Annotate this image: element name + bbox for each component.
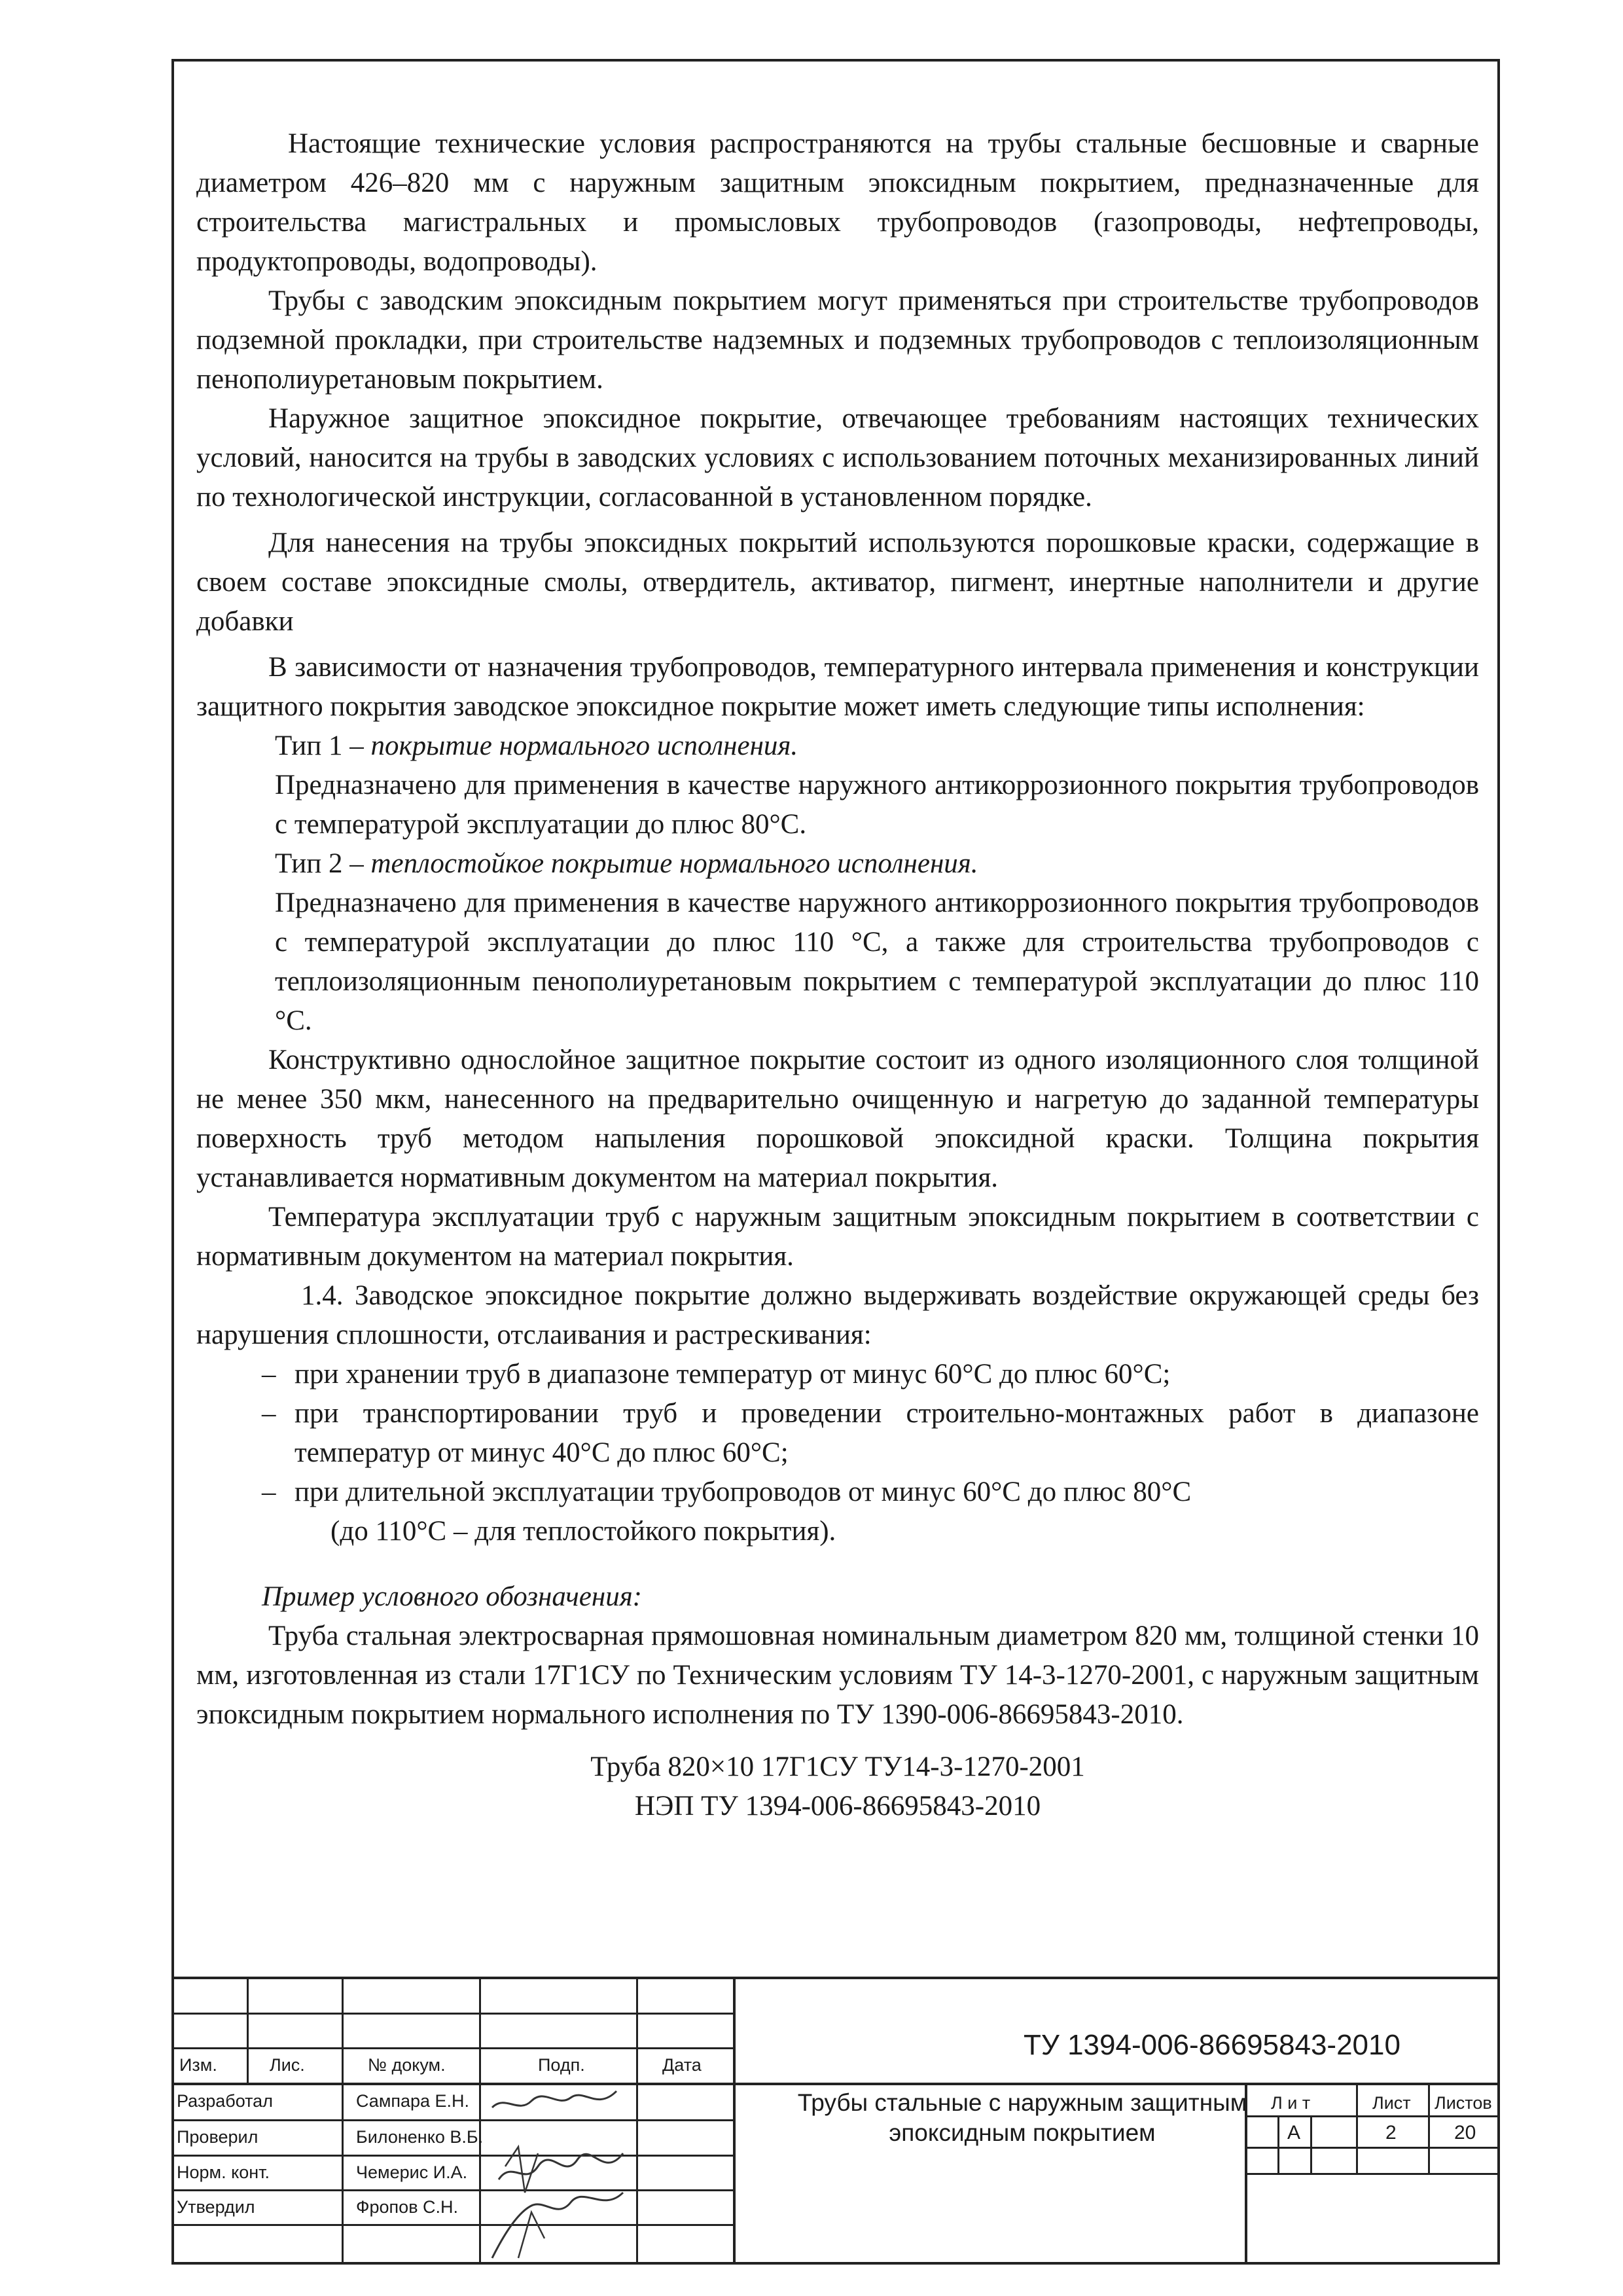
paragraph-1-4: 1.4. Заводское эпоксидное покрытие должно выдерживать воздействие окружающей среды без нарушения сплошности, отслаивания и растрескивания: [196, 1280, 1479, 1350]
document-code: ТУ 1394-006-86695843-2010 [1024, 2029, 1400, 2061]
list-item [196, 1394, 1479, 1473]
lit-label: Л и т [1271, 2093, 1311, 2113]
role-name: Билоненко В.Б. [356, 2127, 484, 2147]
lit-value: А [1287, 2122, 1301, 2144]
type-2-name: теплостойкое покрытие нормального исполнения. [370, 848, 978, 879]
list-item-continuation: (до 110°С – для теплостойкого покрытия). [330, 1516, 836, 1547]
type-1-description: Предназначено для применения в качестве наружного антикоррозионного покрытия трубопроводов с температурой эксплуатации до плюс 80°С. [275, 770, 1479, 840]
role-name: Фропов С.Н. [356, 2197, 459, 2217]
header-lis: Лис. [270, 2055, 305, 2075]
designation-line-2: НЭП ТУ 1394-006-86695843-2010 [634, 1791, 1041, 1821]
role-label: Разработал [177, 2091, 273, 2111]
type-2-description: Предназначено для применения в качестве наружного антикоррозионного покрытия трубопроводов с температурой эксплуатации до плюс 110 °С, а также для строительства трубопроводов с теплоизоляционным пенополиуретановым покрытием с температурой эксплуатации до плюс 110 °С. [275, 888, 1479, 1036]
paragraph-coating-method: Наружное защитное эпоксидное покрытие, отвечающее требованиям настоящих технических условий, наносится на трубы в заводских условиях с использованием поточных механизированных линий по технологической инструкции, согласованной в установленном порядке. [196, 403, 1479, 512]
type-2-label: Тип 2 – [275, 848, 371, 879]
document-title: Трубы стальные с наружным защитным эпоксидным покрытием [797, 2089, 1247, 2146]
designation-line-1: Труба 820×10 17Г1СУ ТУ14-3-1270-2001 [590, 1751, 1085, 1782]
example-heading: Пример условного обозначения: [262, 1581, 643, 1612]
list-item [196, 1355, 1479, 1394]
dash-marker: – [262, 1398, 276, 1429]
role-label: Норм. конт. [177, 2162, 270, 2182]
header-doc-no: № докум. [368, 2055, 446, 2075]
document-body [196, 124, 1479, 1826]
header-izm: Изм. [179, 2055, 217, 2075]
list-item-text: при хранении труб в диапазоне температур от минус 60°С до плюс 60°С; [294, 1359, 1171, 1390]
role-name: Сампара Е.Н. [356, 2091, 470, 2111]
list-item-text: при длительной эксплуатации трубопроводов от минус 60°С до плюс 80°С [294, 1477, 1192, 1507]
list-item [196, 1473, 1479, 1512]
sheet-value: 2 [1385, 2122, 1397, 2144]
example-text: Труба стальная электросварная прямошовная номинальным диаметром 820 мм, толщиной стенки 10 мм, изготовленная из стали 17Г1СУ по Техническим условиям ТУ 14-3-1270-2001, с наружным защитным эпоксидным покрытием нормального исполнения по ТУ 1390-006-86695843-2010. [196, 1621, 1479, 1730]
header-data: Дата [662, 2055, 702, 2075]
role-label: Проверил [177, 2127, 259, 2147]
role-label: Утвердил [177, 2197, 255, 2217]
paragraph-application: Трубы с заводским эпоксидным покрытием могут применяться при строительстве трубопроводов подземной прокладки, при строительстве надземных и подземных трубопроводов с теплоизоляционным пенополиуретановым покрытием. [196, 285, 1479, 395]
sheets-value: 20 [1454, 2122, 1476, 2144]
list-item-text: при транспортировании труб и проведении строительно-монтажных работ в диапазоне температур от минус 40°С до плюс 60°С; [294, 1398, 1479, 1468]
handwritten-signatures [479, 2081, 636, 2265]
dash-marker: – [262, 1477, 276, 1507]
paragraph-types-intro: В зависимости от назначения трубопроводов, температурного интервала применения и конструкции защитного покрытия заводское эпоксидное покрытие может иметь следующие типы исполнения: [196, 652, 1479, 722]
header-podp: Подп. [538, 2055, 585, 2075]
type-2-heading [196, 844, 1479, 884]
sheets-label: Листов [1435, 2093, 1492, 2113]
paragraph-structure: Конструктивно однослойное защитное покрытие состоит из одного изоляционного слоя толщиной не менее 350 мкм, нанесенного на предварительно очищенную и нагретую до заданной температуры поверхность труб методом напыления порошковой эпоксидной краски. Толщина покрытия устанавливается нормативным документом на материал покрытия. [196, 1045, 1479, 1193]
title-block [171, 1977, 1500, 2265]
paragraph-powder-paints: Для нанесения на трубы эпоксидных покрытий используются порошковые краски, содержащие в своем составе эпоксидные смолы, отвердитель, активатор, пигмент, инертные наполнители и другие добавки [196, 528, 1479, 637]
paragraph-temperature: Температура эксплуатации труб с наружным защитным эпоксидным покрытием в соответствии с нормативным документом на материал покрытия. [196, 1202, 1479, 1272]
role-name: Чемерис И.А. [356, 2162, 468, 2182]
dash-marker: – [262, 1359, 276, 1390]
type-1-label: Тип 1 – [275, 730, 371, 761]
paragraph-scope: Настоящие технические условия распространяются на трубы стальные бесшовные и сварные диаметром 426–820 мм с наружным защитным эпоксидным покрытием, предназначенные для строительства магистральных и промысловых трубопроводов (газопроводы, нефтепроводы, продуктопроводы, водопроводы). [196, 128, 1479, 277]
type-1-name: покрытие нормального исполнения. [370, 730, 798, 761]
type-1-heading [196, 726, 1479, 766]
sheet-label: Лист [1372, 2093, 1411, 2113]
